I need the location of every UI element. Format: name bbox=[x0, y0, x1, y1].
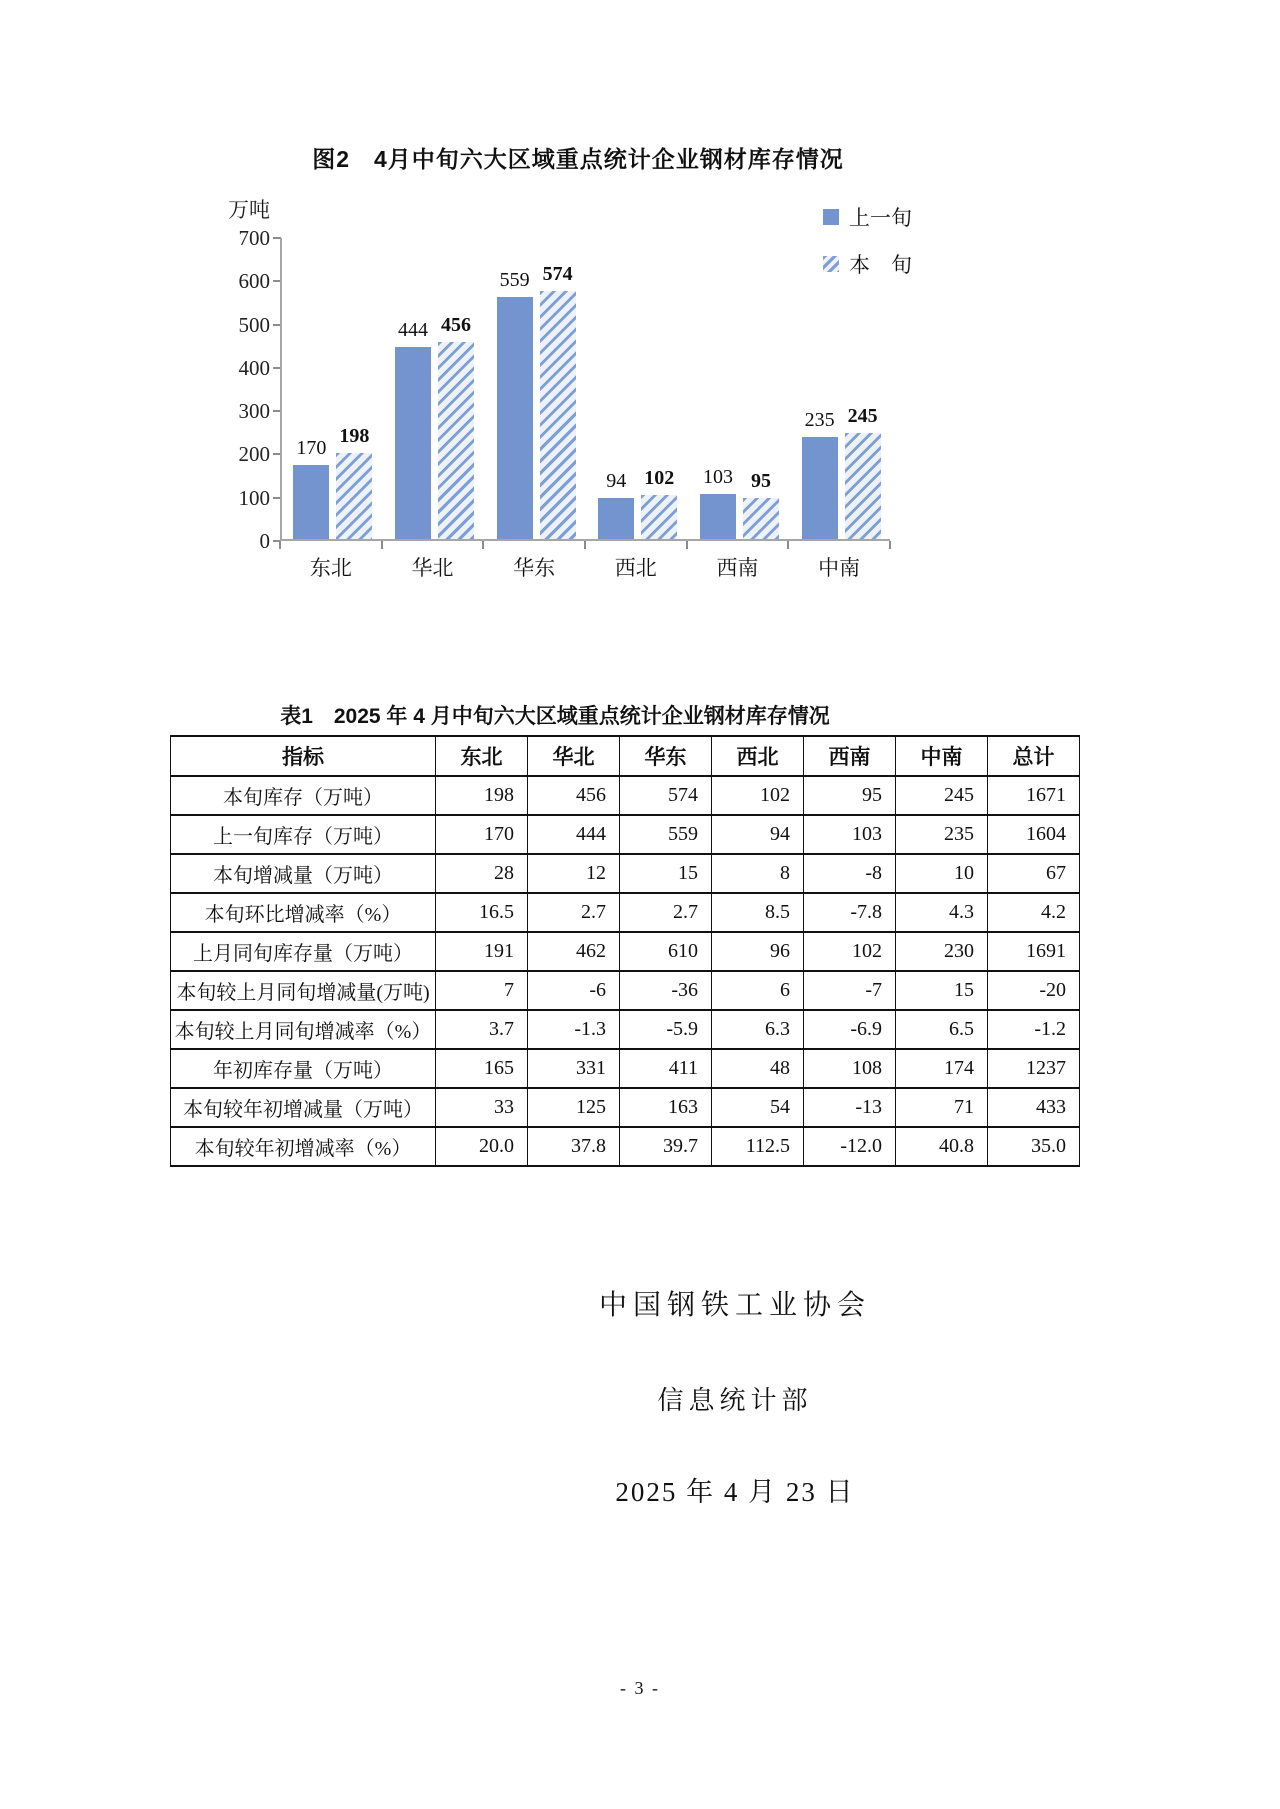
bar-group bbox=[384, 238, 486, 539]
y-tick-label: 300 bbox=[238, 399, 270, 424]
value-cell: 12 bbox=[528, 854, 620, 893]
value-cell: 163 bbox=[620, 1088, 712, 1127]
legend-item bbox=[823, 202, 912, 232]
x-tick-mark bbox=[482, 541, 484, 549]
row-label-cell: 本旬较上月同旬增减率（%） bbox=[171, 1010, 436, 1049]
row-label-cell: 本旬库存（万吨） bbox=[171, 776, 436, 815]
x-category-label: 西北 bbox=[614, 556, 657, 580]
bar-current-period bbox=[336, 425, 372, 539]
x-category-label: 华东 bbox=[513, 556, 556, 580]
bar-previous-period bbox=[802, 409, 838, 539]
value-cell: 191 bbox=[436, 932, 528, 971]
value-cell: -6 bbox=[528, 971, 620, 1010]
value-cell: 230 bbox=[896, 932, 988, 971]
y-tick-label: 200 bbox=[238, 442, 270, 467]
value-cell: 15 bbox=[620, 854, 712, 893]
value-cell: -6.9 bbox=[804, 1010, 896, 1049]
bar-value-label: 95 bbox=[750, 469, 771, 492]
value-cell: 94 bbox=[712, 815, 804, 854]
value-cell: 174 bbox=[896, 1049, 988, 1088]
value-cell: 6.3 bbox=[712, 1010, 804, 1049]
value-cell: -5.9 bbox=[620, 1010, 712, 1049]
row-label-cell: 上月同旬库存量（万吨） bbox=[171, 932, 436, 971]
value-cell: 20.0 bbox=[436, 1127, 528, 1166]
value-cell: 108 bbox=[804, 1049, 896, 1088]
table-row bbox=[171, 1088, 1080, 1127]
value-cell: 411 bbox=[620, 1049, 712, 1088]
bar-value-label: 574 bbox=[542, 262, 573, 285]
bar-group bbox=[587, 238, 689, 539]
value-cell: -36 bbox=[620, 971, 712, 1010]
y-tick-label: 500 bbox=[238, 312, 270, 337]
value-cell: 6 bbox=[712, 971, 804, 1010]
bar-current-period bbox=[641, 466, 677, 539]
table-header-cell: 西南 bbox=[804, 736, 896, 776]
value-cell: 48 bbox=[712, 1049, 804, 1088]
value-cell: 1691 bbox=[988, 932, 1080, 971]
x-tick-mark bbox=[686, 541, 688, 549]
row-label-cell: 本旬增减量（万吨） bbox=[171, 854, 436, 893]
value-cell: 1671 bbox=[988, 776, 1080, 815]
value-cell: 8 bbox=[712, 854, 804, 893]
value-cell: 95 bbox=[804, 776, 896, 815]
table-header-cell: 西北 bbox=[712, 736, 804, 776]
bar-previous-period bbox=[598, 470, 634, 539]
legend-item-label: 本 旬 bbox=[849, 253, 912, 277]
x-tick-mark bbox=[889, 541, 891, 549]
x-tick-mark bbox=[279, 541, 281, 549]
y-axis-unit-label: 万吨 bbox=[228, 198, 270, 222]
row-label-cell: 本旬较上月同旬增减量(万吨) bbox=[171, 971, 436, 1010]
row-label-cell: 年初库存量（万吨） bbox=[171, 1049, 436, 1088]
table-row bbox=[171, 971, 1080, 1010]
value-cell: 331 bbox=[528, 1049, 620, 1088]
value-cell: -7.8 bbox=[804, 893, 896, 932]
y-tick-label: 100 bbox=[238, 485, 270, 510]
value-cell: 96 bbox=[712, 932, 804, 971]
bar-group bbox=[485, 238, 587, 539]
value-cell: 433 bbox=[988, 1088, 1080, 1127]
table-header-cell: 总计 bbox=[988, 736, 1080, 776]
value-cell: 67 bbox=[988, 854, 1080, 893]
bar-group bbox=[790, 238, 892, 539]
value-cell: 112.5 bbox=[712, 1127, 804, 1166]
bar-value-label: 245 bbox=[847, 404, 878, 427]
value-cell: 7 bbox=[436, 971, 528, 1010]
table-header-cell: 华东 bbox=[620, 736, 712, 776]
bar-previous-period bbox=[497, 269, 533, 539]
bar-value-label: 456 bbox=[440, 313, 471, 336]
value-cell: 2.7 bbox=[528, 893, 620, 932]
table-header-cell: 华北 bbox=[528, 736, 620, 776]
footer-date: 2025 年 4 月 23 日 bbox=[615, 1477, 855, 1507]
value-cell: 28 bbox=[436, 854, 528, 893]
bar-value-label: 235 bbox=[804, 409, 835, 432]
bar-previous-period bbox=[293, 437, 329, 539]
table-row bbox=[171, 776, 1080, 815]
value-cell: 16.5 bbox=[436, 893, 528, 932]
value-cell: 610 bbox=[620, 932, 712, 971]
value-cell: 6.5 bbox=[896, 1010, 988, 1049]
bar-chart bbox=[228, 190, 928, 590]
value-cell: 4.2 bbox=[988, 893, 1080, 932]
table-row bbox=[171, 1049, 1080, 1088]
bar-value-label: 103 bbox=[702, 466, 733, 489]
y-tick-label: 0 bbox=[259, 529, 270, 553]
value-cell: 198 bbox=[436, 776, 528, 815]
value-cell: 39.7 bbox=[620, 1127, 712, 1166]
x-category-label: 东北 bbox=[309, 556, 352, 580]
value-cell: 15 bbox=[896, 971, 988, 1010]
bar-current-period bbox=[743, 469, 779, 539]
value-cell: 3.7 bbox=[436, 1010, 528, 1049]
value-cell: 456 bbox=[528, 776, 620, 815]
bar-group bbox=[282, 238, 384, 539]
bar-group bbox=[689, 238, 791, 539]
value-cell: -7 bbox=[804, 971, 896, 1010]
value-cell: 574 bbox=[620, 776, 712, 815]
bar-value-label: 559 bbox=[499, 269, 530, 292]
x-tick-mark bbox=[787, 541, 789, 549]
row-label-cell: 本旬较年初增减量（万吨） bbox=[171, 1088, 436, 1127]
value-cell: 1237 bbox=[988, 1049, 1080, 1088]
table-header-row bbox=[171, 736, 1080, 776]
bar-value-label: 102 bbox=[644, 466, 675, 489]
table-header-cell: 指标 bbox=[171, 736, 436, 776]
table-row bbox=[171, 815, 1080, 854]
bar-current-period bbox=[540, 262, 576, 539]
value-cell: 103 bbox=[804, 815, 896, 854]
bar-value-label: 170 bbox=[296, 437, 327, 460]
x-category-label: 中南 bbox=[818, 556, 861, 580]
value-cell: 8.5 bbox=[712, 893, 804, 932]
page-number: - 3 - bbox=[620, 1678, 660, 1698]
value-cell: 462 bbox=[528, 932, 620, 971]
x-tick-mark bbox=[584, 541, 586, 549]
value-cell: -1.2 bbox=[988, 1010, 1080, 1049]
row-label-cell: 本旬环比增减率（%） bbox=[171, 893, 436, 932]
bar-value-label: 198 bbox=[339, 425, 370, 448]
row-label-cell: 上一旬库存（万吨） bbox=[171, 815, 436, 854]
bar-value-label: 94 bbox=[606, 470, 627, 493]
x-category-label: 华北 bbox=[411, 556, 454, 580]
value-cell: 235 bbox=[896, 815, 988, 854]
value-cell: 4.3 bbox=[896, 893, 988, 932]
signature-block bbox=[400, 1283, 1070, 1509]
value-cell: 37.8 bbox=[528, 1127, 620, 1166]
value-cell: 444 bbox=[528, 815, 620, 854]
value-cell: -13 bbox=[804, 1088, 896, 1127]
value-cell: -12.0 bbox=[804, 1127, 896, 1166]
value-cell: 35.0 bbox=[988, 1127, 1080, 1166]
bar-value-label: 444 bbox=[397, 318, 428, 341]
x-tick-mark bbox=[381, 541, 383, 549]
table-row bbox=[171, 893, 1080, 932]
table-title: 表1 2025 年 4 月中旬六大区域重点统计企业钢材库存情况 bbox=[280, 705, 830, 728]
value-cell: 170 bbox=[436, 815, 528, 854]
value-cell: -1.3 bbox=[528, 1010, 620, 1049]
value-cell: 54 bbox=[712, 1088, 804, 1127]
footer-organization: 中国钢铁工业协会 bbox=[598, 1290, 871, 1321]
y-tick-label: 600 bbox=[238, 269, 270, 294]
y-tick-label: 700 bbox=[238, 226, 270, 250]
table-row bbox=[171, 1010, 1080, 1049]
row-label-cell: 本旬较年初增减率（%） bbox=[171, 1127, 436, 1166]
value-cell: 1604 bbox=[988, 815, 1080, 854]
legend-solid-swatch-icon bbox=[823, 209, 839, 225]
value-cell: 125 bbox=[528, 1088, 620, 1127]
x-axis-labels bbox=[280, 552, 890, 582]
figure-title: 图2 4月中旬六大区域重点统计企业钢材库存情况 bbox=[312, 146, 844, 172]
value-cell: 2.7 bbox=[620, 893, 712, 932]
table-body bbox=[171, 776, 1080, 1166]
bar-previous-period bbox=[700, 466, 736, 539]
y-tick-label: 400 bbox=[238, 355, 270, 380]
bar-current-period bbox=[438, 313, 474, 539]
bar-current-period bbox=[845, 404, 881, 539]
value-cell: 245 bbox=[896, 776, 988, 815]
value-cell: 165 bbox=[436, 1049, 528, 1088]
data-table bbox=[170, 735, 1080, 1167]
table-header-cell: 中南 bbox=[896, 736, 988, 776]
table-head bbox=[171, 736, 1080, 776]
value-cell: 102 bbox=[712, 776, 804, 815]
value-cell: 559 bbox=[620, 815, 712, 854]
value-cell: -20 bbox=[988, 971, 1080, 1010]
table-header-cell: 东北 bbox=[436, 736, 528, 776]
table-row bbox=[171, 1127, 1080, 1166]
table-row bbox=[171, 932, 1080, 971]
value-cell: 10 bbox=[896, 854, 988, 893]
value-cell: 40.8 bbox=[896, 1127, 988, 1166]
value-cell: 71 bbox=[896, 1088, 988, 1127]
legend-item-label: 上一旬 bbox=[849, 206, 912, 230]
value-cell: 102 bbox=[804, 932, 896, 971]
value-cell: -8 bbox=[804, 854, 896, 893]
table-wrapper bbox=[170, 735, 1080, 1167]
x-category-label: 西南 bbox=[716, 556, 759, 580]
bar-previous-period bbox=[395, 318, 431, 539]
footer-department: 信息统计部 bbox=[657, 1386, 813, 1415]
plot-area bbox=[280, 238, 890, 541]
value-cell: 33 bbox=[436, 1088, 528, 1127]
table-row bbox=[171, 854, 1080, 893]
